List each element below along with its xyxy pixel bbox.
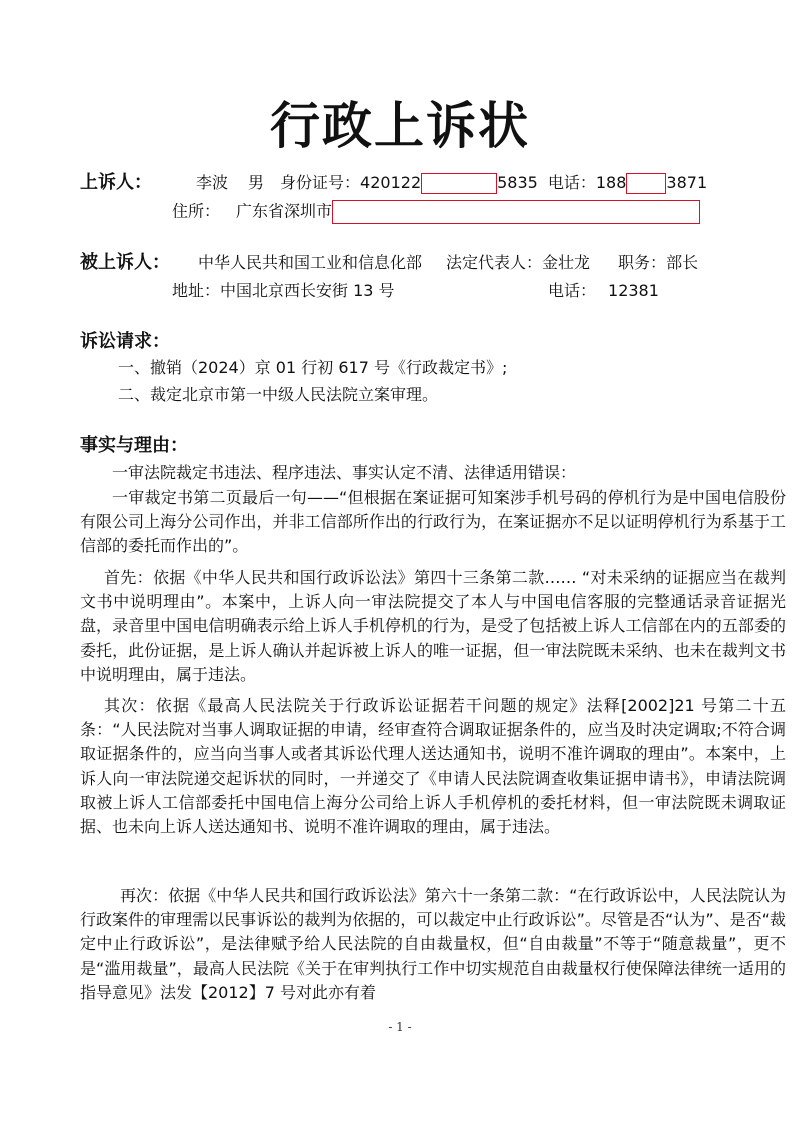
appellant-address-label: 住所： bbox=[172, 201, 221, 221]
facts-first-paragraph: 首先：依据《中华人民共和国行政诉讼法》第四十三条第二款…… “对未采纳的证据应当在裁判文书中说明理由”。本案中，上诉人向一审法院提交了本人与中国电信客服的完整通话录音证据光盘，录音里中国电信明确表示给上诉人手机停机的行为，是受了包括被上诉人工信部在内的五部委的委托，此份证据，是上诉人确认并起诉被上诉人的唯一证据，但一审法院既未采纳、也未在裁判文书中说明理由，属于违法。 bbox=[80, 568, 786, 684]
address-redaction-box bbox=[332, 200, 700, 224]
appellee-position-value: 部长 bbox=[666, 253, 699, 272]
facts-second-paragraph: 其次：依据《最高人民法院关于行政诉讼证据若干问题的规定》法释[2002]21 号第二十五条：“人民法院对当事人调取证据的申请，经审查符合调取证据条件的，应当及时决定调取;不符合调取证据条件的，应当向当事人或者其诉讼代理人送达通知书，说明不准许调取的理由”。本案中，上诉人向一审法院递交起诉状的同时，一并递交了《申请人民法院调查收集证据申请书》，申请法院调取被上诉人工信部委托中国电信上海分公司给上诉人手机停机的委托材料，但一审法院既未调取证据、也未向上诉人送达通知书、说明不准许调取的理由，属于违法。 bbox=[80, 696, 786, 837]
appellee-name: 中华人民共和国工业和信息化部 bbox=[198, 253, 423, 272]
appellee-rep-label: 法定代表人： bbox=[446, 253, 543, 272]
appellee-phone-label: 电话： bbox=[548, 281, 597, 300]
appellee-address-label: 地址： bbox=[172, 281, 221, 300]
page-number: - 1 - bbox=[388, 1020, 412, 1034]
appellant-line bbox=[80, 172, 707, 194]
appellee-line bbox=[80, 252, 698, 274]
appellee-label: 被上诉人： bbox=[80, 252, 170, 273]
facts-third-paragraph: 再次：依据《中华人民共和国行政诉讼法》第六十一条第二款：“在行政诉讼中，人民法院认为行政案件的审理需以民事诉讼的裁判为依据的，可以裁定中止行政诉讼”。尽管是否“认为”、是否“裁定中止行政诉讼”，是法律赋予给人民法院的自由裁量权，但“自由裁量”不等于“随意裁量”，更不是“滥用裁量”，最高人民法院《关于在审判执行工作中切实规范自由裁量权行使保障法律统一适用的指导意见》法发【2012】7 号对此亦有着 bbox=[80, 886, 786, 1002]
appellant-id-prefix: 420122 bbox=[360, 173, 422, 192]
facts-heading: 事实与理由： bbox=[80, 435, 188, 456]
facts-quote-paragraph: 一审裁定书第二页最后一句——“但根据在案证据可知案涉手机号码的停机行为是中国电信股份有限公司上海分公司作出，并非工信部所作出的行政行为，在案证据亦不足以证明停机行为系基于工信部的委托而作出的”。 bbox=[80, 488, 786, 556]
id-redaction-box bbox=[421, 173, 497, 194]
appellant-phone-prefix: 188 bbox=[595, 173, 627, 192]
appellant-phone-label: 电话： bbox=[547, 173, 596, 192]
appellant-address-value: 广东省深圳市 bbox=[236, 201, 333, 221]
appellee-position-label: 职务： bbox=[618, 253, 667, 272]
appellant-gender: 男 bbox=[248, 173, 265, 192]
appellee-rep-name: 金壮龙 bbox=[542, 253, 591, 272]
appellant-name: 李波 bbox=[196, 173, 229, 192]
phone-redaction-box bbox=[626, 173, 666, 194]
claim-item-2: 二、裁定北京市第一中级人民法院立案审理。 bbox=[118, 385, 439, 404]
appellant-label: 上诉人： bbox=[80, 172, 152, 193]
claim-item-1: 一、撤销（2024）京 01 行初 617 号《行政裁定书》; bbox=[118, 358, 508, 377]
document-title: 行政上诉状 bbox=[270, 96, 530, 155]
appellee-phone-value: 12381 bbox=[608, 281, 659, 300]
claims-heading: 诉讼请求： bbox=[80, 331, 170, 352]
appellee-address-value: 中国北京西长安街 13 号 bbox=[220, 281, 395, 300]
appellant-phone-suffix: 3871 bbox=[666, 173, 708, 192]
appellant-id-suffix: 5835 bbox=[497, 173, 538, 192]
facts-intro-paragraph: 一审法院裁定书违法、程序违法、事实认定不清、法律适用错误： bbox=[112, 463, 577, 482]
appellant-id-label: 身份证号： bbox=[280, 173, 361, 192]
appellee-address-line bbox=[172, 280, 395, 302]
appellant-address-line bbox=[172, 200, 700, 224]
appellee-phone-line bbox=[548, 280, 659, 302]
